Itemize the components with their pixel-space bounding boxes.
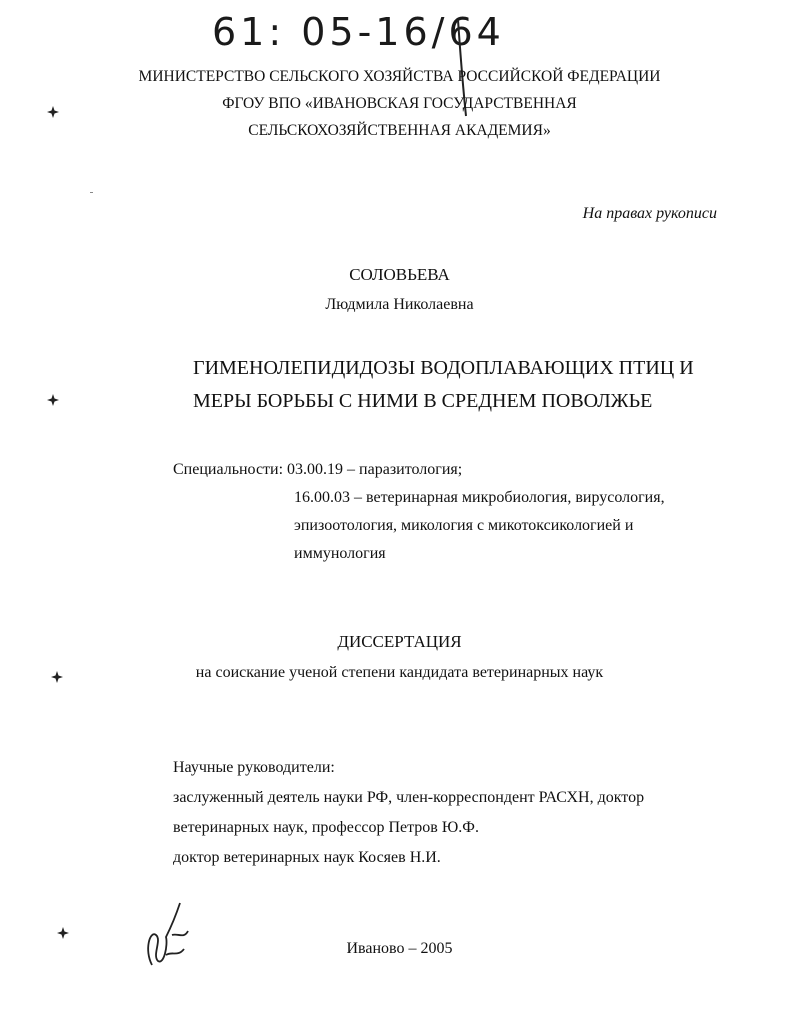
specialty-second-line-2: эпизоотология, микология с микотоксикологией и	[294, 517, 634, 534]
specialty-second-line-1: 16.00.03 – ветеринарная микробиология, вирусология,	[294, 489, 665, 506]
specialty-second-line-3: иммунология	[294, 545, 386, 562]
rights-note: На правах рукописи	[582, 205, 717, 222]
specialties-first-row	[173, 456, 462, 484]
advisor-line-2: ветеринарных наук, профессор Петров Ю.Ф.	[173, 819, 479, 836]
advisors-label: Научные руководители:	[173, 759, 335, 776]
dissertation-heading: ДИССЕРТАЦИЯ	[337, 632, 462, 651]
specialties-label: Специальности:	[173, 461, 284, 478]
ministry-header	[0, 63, 799, 144]
advisor-line-1: заслуженный деятель науки РФ, член-корреспондент РАСХН, доктор	[173, 789, 645, 806]
city-year: Иваново – 2005	[346, 940, 453, 957]
dissertation-title	[193, 352, 694, 418]
ministry-line-2: ФГОУ ВПО «ИВАНОВСКАЯ ГОСУДАРСТВЕННАЯ	[222, 95, 577, 112]
author-last-name: СОЛОВЬЕВА	[349, 265, 450, 284]
advisor-line-3: доктор ветеринарных наук Косяев Н.И.	[173, 849, 441, 866]
ministry-line-3: СЕЛЬСКОХОЗЯЙСТВЕННАЯ АКАДЕМИЯ»	[248, 122, 551, 139]
specialty-second	[294, 484, 665, 568]
scan-speck	[90, 192, 93, 193]
handwritten-signature	[142, 895, 192, 975]
title-line-2: МЕРЫ БОРЬБЫ С НИМИ В СРЕДНЕМ ПОВОЛЖЬЕ	[193, 390, 653, 412]
margin-mark-icon	[46, 393, 60, 407]
margin-mark-icon	[46, 105, 60, 119]
title-line-1: ГИМЕНОЛЕПИДИДОЗЫ ВОДОПЛАВАЮЩИХ ПТИЦ И	[193, 357, 694, 379]
author-first-names: Людмила Николаевна	[325, 296, 474, 313]
archive-code: 61: 05-16/64	[212, 10, 505, 54]
advisors-block	[173, 753, 644, 873]
dissertation-subheading: на соискание ученой степени кандидата ветеринарных наук	[195, 664, 604, 681]
margin-mark-icon	[56, 926, 70, 940]
specialty-first: 03.00.19 – паразитология;	[287, 461, 463, 478]
ministry-line-1: МИНИСТЕРСТВО СЕЛЬСКОГО ХОЗЯЙСТВА РОССИЙСКОЙ ФЕДЕРАЦИИ	[138, 68, 661, 85]
